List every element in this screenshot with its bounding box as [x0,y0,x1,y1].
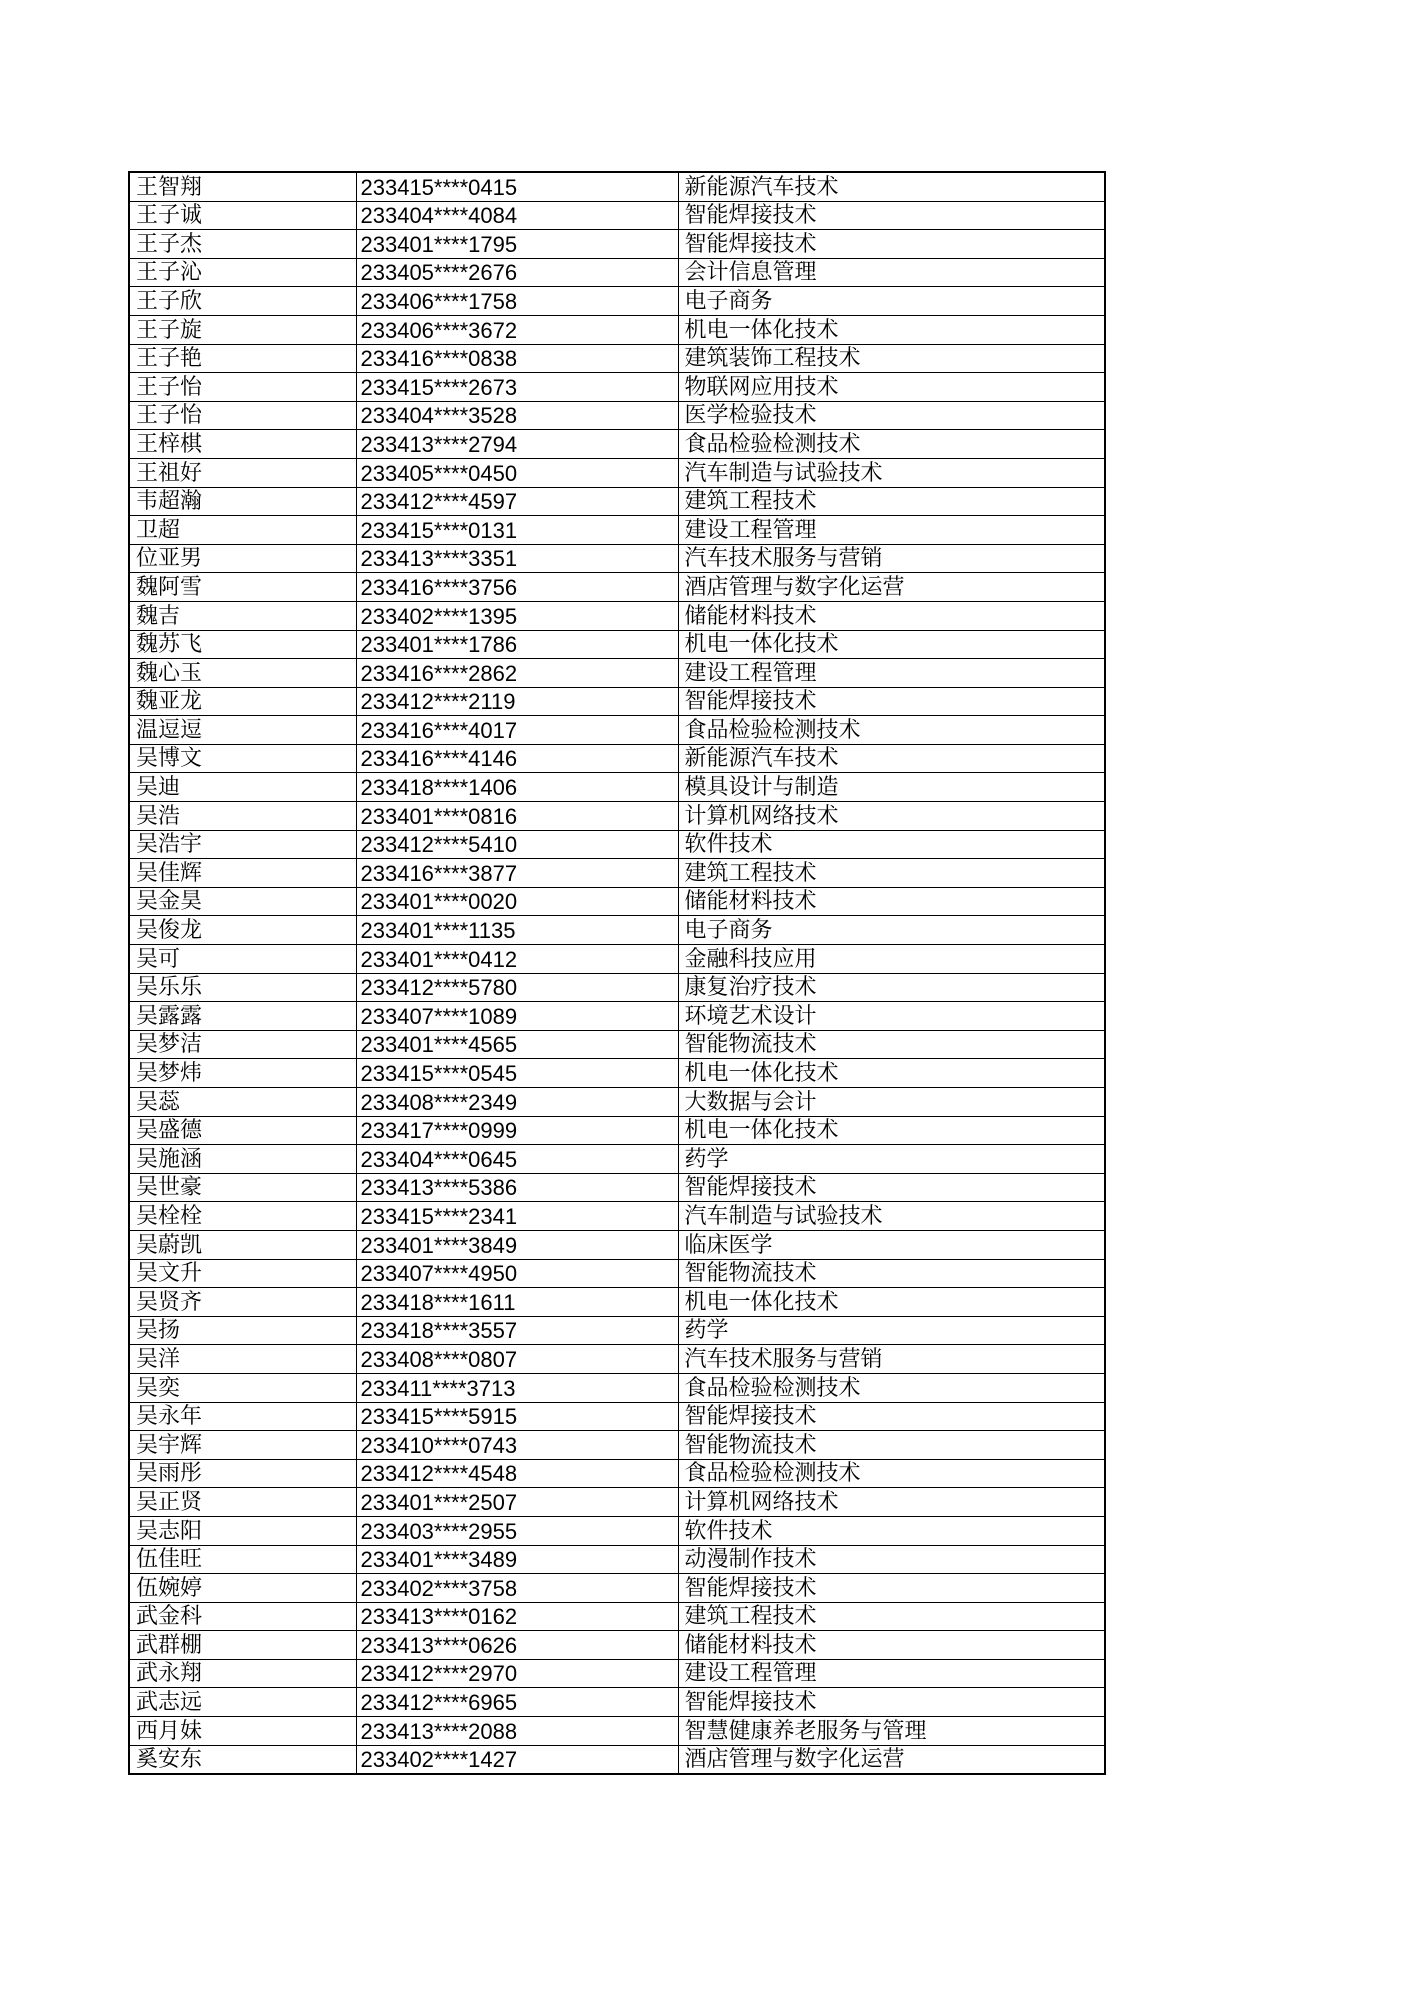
table-row [129,1202,1105,1231]
student-id-cell: 233412****4597 [356,487,678,516]
student-name-cell: 吴佳辉 [129,859,356,888]
student-name-cell: 西月妹 [129,1717,356,1746]
major-cell: 建筑工程技术 [678,487,1105,516]
student-id-cell: 233404****0645 [356,1145,678,1174]
student-id-cell: 233412****2970 [356,1659,678,1688]
student-name-cell: 魏亚龙 [129,687,356,716]
major-cell: 模具设计与制造 [678,773,1105,802]
student-id-cell: 233408****2349 [356,1088,678,1117]
student-id-cell: 233415****0415 [356,172,678,201]
student-id-cell: 233410****0743 [356,1431,678,1460]
student-name-cell: 魏心玉 [129,659,356,688]
student-id-cell: 233401****0412 [356,945,678,974]
student-name-cell: 吴栓栓 [129,1202,356,1231]
roster-body [129,172,1105,1774]
student-id-cell: 233402****1395 [356,601,678,630]
major-cell: 医学检验技术 [678,401,1105,430]
student-name-cell: 吴正贤 [129,1488,356,1517]
student-name-cell: 吴俊龙 [129,916,356,945]
student-name-cell: 卫超 [129,516,356,545]
table-row [129,659,1105,688]
student-id-cell: 233413****0162 [356,1602,678,1631]
student-id-cell: 233416****3877 [356,859,678,888]
major-cell: 建设工程管理 [678,1659,1105,1688]
major-cell: 智能焊接技术 [678,201,1105,230]
major-cell: 食品检验检测技术 [678,716,1105,745]
major-cell: 智能物流技术 [678,1259,1105,1288]
student-name-cell: 吴露露 [129,1002,356,1031]
student-name-cell: 吴梦炜 [129,1059,356,1088]
student-name-cell: 武志远 [129,1688,356,1717]
student-id-cell: 233413****5386 [356,1173,678,1202]
table-row [129,1030,1105,1059]
student-id-cell: 233416****3756 [356,573,678,602]
student-name-cell: 王子怡 [129,373,356,402]
major-cell: 计算机网络技术 [678,1488,1105,1517]
student-id-cell: 233402****1427 [356,1745,678,1774]
major-cell: 储能材料技术 [678,601,1105,630]
table-row [129,1116,1105,1145]
major-cell: 智能焊接技术 [678,1402,1105,1431]
table-row [129,1574,1105,1603]
student-name-cell: 武群棚 [129,1631,356,1660]
student-id-cell: 233401****1795 [356,230,678,259]
student-id-cell: 233404****4084 [356,201,678,230]
table-row [129,1631,1105,1660]
student-id-cell: 233405****2676 [356,258,678,287]
student-name-cell: 吴乐乐 [129,973,356,1002]
student-id-cell: 233416****0838 [356,344,678,373]
student-id-cell: 233412****6965 [356,1688,678,1717]
student-name-cell: 吴浩 [129,802,356,831]
table-row [129,716,1105,745]
major-cell: 汽车技术服务与营销 [678,544,1105,573]
table-row [129,1002,1105,1031]
major-cell: 机电一体化技术 [678,630,1105,659]
student-name-cell: 武永翔 [129,1659,356,1688]
student-name-cell: 吴洋 [129,1345,356,1374]
student-name-cell: 吴永年 [129,1402,356,1431]
major-cell: 电子商务 [678,287,1105,316]
student-id-cell: 233407****1089 [356,1002,678,1031]
student-id-cell: 233416****2862 [356,659,678,688]
student-id-cell: 233401****1135 [356,916,678,945]
student-id-cell: 233413****2794 [356,430,678,459]
student-name-cell: 王子诚 [129,201,356,230]
student-id-cell: 233401****0020 [356,887,678,916]
table-row [129,973,1105,1002]
student-id-cell: 233416****4017 [356,716,678,745]
student-name-cell: 吴宇辉 [129,1431,356,1460]
student-name-cell: 吴蕊 [129,1088,356,1117]
student-id-cell: 233418****3557 [356,1316,678,1345]
student-name-cell: 王子沁 [129,258,356,287]
student-id-cell: 233401****4565 [356,1030,678,1059]
major-cell: 康复治疗技术 [678,973,1105,1002]
table-row [129,401,1105,430]
student-id-cell: 233406****1758 [356,287,678,316]
student-id-cell: 233403****2955 [356,1516,678,1545]
student-name-cell: 吴奕 [129,1373,356,1402]
table-row [129,601,1105,630]
table-row [129,1230,1105,1259]
student-id-cell: 233404****3528 [356,401,678,430]
major-cell: 药学 [678,1316,1105,1345]
table-row [129,258,1105,287]
major-cell: 机电一体化技术 [678,315,1105,344]
major-cell: 计算机网络技术 [678,802,1105,831]
student-name-cell: 王子艳 [129,344,356,373]
student-name-cell: 吴金昊 [129,887,356,916]
table-row [129,287,1105,316]
student-id-cell: 233412****5780 [356,973,678,1002]
table-row [129,945,1105,974]
table-row [129,544,1105,573]
student-name-cell: 王子怡 [129,401,356,430]
table-row [129,430,1105,459]
major-cell: 建筑工程技术 [678,859,1105,888]
major-cell: 储能材料技术 [678,887,1105,916]
student-id-cell: 233401****2507 [356,1488,678,1517]
table-row [129,1431,1105,1460]
student-name-cell: 王智翔 [129,172,356,201]
major-cell: 智能焊接技术 [678,687,1105,716]
major-cell: 物联网应用技术 [678,373,1105,402]
major-cell: 食品检验检测技术 [678,1373,1105,1402]
student-name-cell: 王子欣 [129,287,356,316]
major-cell: 智能物流技术 [678,1030,1105,1059]
table-row [129,1173,1105,1202]
student-name-cell: 伍婉婷 [129,1574,356,1603]
student-id-cell: 233401****3849 [356,1230,678,1259]
table-row [129,1402,1105,1431]
student-name-cell: 位亚男 [129,544,356,573]
student-name-cell: 武金科 [129,1602,356,1631]
student-name-cell: 吴可 [129,945,356,974]
major-cell: 智能物流技术 [678,1431,1105,1460]
table-row [129,516,1105,545]
student-name-cell: 吴蔚凯 [129,1230,356,1259]
major-cell: 临床医学 [678,1230,1105,1259]
table-row [129,916,1105,945]
student-name-cell: 王子旋 [129,315,356,344]
major-cell: 软件技术 [678,1516,1105,1545]
major-cell: 储能材料技术 [678,1631,1105,1660]
student-id-cell: 233407****4950 [356,1259,678,1288]
table-row [129,630,1105,659]
table-row [129,458,1105,487]
major-cell: 大数据与会计 [678,1088,1105,1117]
student-id-cell: 233411****3713 [356,1373,678,1402]
student-roster-table [128,171,1106,1775]
major-cell: 会计信息管理 [678,258,1105,287]
table-row [129,1459,1105,1488]
table-row [129,201,1105,230]
major-cell: 药学 [678,1145,1105,1174]
student-id-cell: 233405****0450 [356,458,678,487]
student-name-cell: 吴迪 [129,773,356,802]
student-id-cell: 233412****2119 [356,687,678,716]
student-id-cell: 233413****2088 [356,1717,678,1746]
student-name-cell: 吴雨彤 [129,1459,356,1488]
major-cell: 动漫制作技术 [678,1545,1105,1574]
table-row [129,487,1105,516]
major-cell: 汽车制造与试验技术 [678,458,1105,487]
table-row [129,230,1105,259]
table-row [129,1145,1105,1174]
table-row [129,315,1105,344]
student-id-cell: 233415****2341 [356,1202,678,1231]
major-cell: 汽车技术服务与营销 [678,1345,1105,1374]
student-name-cell: 魏吉 [129,601,356,630]
student-name-cell: 吴扬 [129,1316,356,1345]
student-name-cell: 王梓棋 [129,430,356,459]
table-row [129,1602,1105,1631]
table-row [129,1259,1105,1288]
major-cell: 机电一体化技术 [678,1059,1105,1088]
student-name-cell: 伍佳旺 [129,1545,356,1574]
major-cell: 机电一体化技术 [678,1288,1105,1317]
major-cell: 机电一体化技术 [678,1116,1105,1145]
student-name-cell: 吴贤齐 [129,1288,356,1317]
table-row [129,773,1105,802]
table-row [129,744,1105,773]
student-id-cell: 233401****3489 [356,1545,678,1574]
student-name-cell: 吴浩宇 [129,830,356,859]
table-row [129,859,1105,888]
major-cell: 智能焊接技术 [678,1574,1105,1603]
student-id-cell: 233418****1406 [356,773,678,802]
table-row [129,172,1105,201]
major-cell: 金融科技应用 [678,945,1105,974]
student-id-cell: 233413****3351 [356,544,678,573]
major-cell: 软件技术 [678,830,1105,859]
student-id-cell: 233413****0626 [356,1631,678,1660]
major-cell: 智能焊接技术 [678,230,1105,259]
student-id-cell: 233415****5915 [356,1402,678,1431]
table-row [129,1488,1105,1517]
table-row [129,1516,1105,1545]
table-row [129,1345,1105,1374]
table-row [129,1745,1105,1774]
table-row [129,802,1105,831]
major-cell: 建筑装饰工程技术 [678,344,1105,373]
major-cell: 建筑工程技术 [678,1602,1105,1631]
student-id-cell: 233408****0807 [356,1345,678,1374]
student-name-cell: 吴盛德 [129,1116,356,1145]
major-cell: 食品检验检测技术 [678,1459,1105,1488]
major-cell: 建设工程管理 [678,659,1105,688]
student-id-cell: 233401****1786 [356,630,678,659]
student-id-cell: 233402****3758 [356,1574,678,1603]
student-id-cell: 233415****0131 [356,516,678,545]
student-name-cell: 吴施涵 [129,1145,356,1174]
student-id-cell: 233415****0545 [356,1059,678,1088]
student-name-cell: 韦超瀚 [129,487,356,516]
student-name-cell: 吴世豪 [129,1173,356,1202]
table-row [129,1088,1105,1117]
table-row [129,1316,1105,1345]
major-cell: 智能焊接技术 [678,1173,1105,1202]
table-row [129,1545,1105,1574]
table-row [129,1059,1105,1088]
student-id-cell: 233412****5410 [356,830,678,859]
student-id-cell: 233412****4548 [356,1459,678,1488]
major-cell: 食品检验检测技术 [678,430,1105,459]
table-row [129,373,1105,402]
student-id-cell: 233418****1611 [356,1288,678,1317]
table-row [129,830,1105,859]
table-row [129,573,1105,602]
student-name-cell: 温逗逗 [129,716,356,745]
table-row [129,1659,1105,1688]
major-cell: 新能源汽车技术 [678,172,1105,201]
student-id-cell: 233415****2673 [356,373,678,402]
student-name-cell: 王子杰 [129,230,356,259]
student-id-cell: 233401****0816 [356,802,678,831]
student-id-cell: 233406****3672 [356,315,678,344]
table-row [129,887,1105,916]
major-cell: 电子商务 [678,916,1105,945]
student-name-cell: 吴志阳 [129,1516,356,1545]
student-name-cell: 王祖好 [129,458,356,487]
major-cell: 智慧健康养老服务与管理 [678,1717,1105,1746]
table-row [129,1373,1105,1402]
major-cell: 酒店管理与数字化运营 [678,573,1105,602]
table-row [129,344,1105,373]
student-name-cell: 奚安东 [129,1745,356,1774]
major-cell: 智能焊接技术 [678,1688,1105,1717]
student-name-cell: 魏阿雪 [129,573,356,602]
major-cell: 新能源汽车技术 [678,744,1105,773]
student-name-cell: 吴梦洁 [129,1030,356,1059]
major-cell: 酒店管理与数字化运营 [678,1745,1105,1774]
student-name-cell: 吴博文 [129,744,356,773]
table-row [129,1688,1105,1717]
major-cell: 建设工程管理 [678,516,1105,545]
major-cell: 汽车制造与试验技术 [678,1202,1105,1231]
student-name-cell: 魏苏飞 [129,630,356,659]
table-row [129,687,1105,716]
student-name-cell: 吴文升 [129,1259,356,1288]
student-id-cell: 233416****4146 [356,744,678,773]
table-row [129,1717,1105,1746]
student-id-cell: 233417****0999 [356,1116,678,1145]
major-cell: 环境艺术设计 [678,1002,1105,1031]
table-row [129,1288,1105,1317]
